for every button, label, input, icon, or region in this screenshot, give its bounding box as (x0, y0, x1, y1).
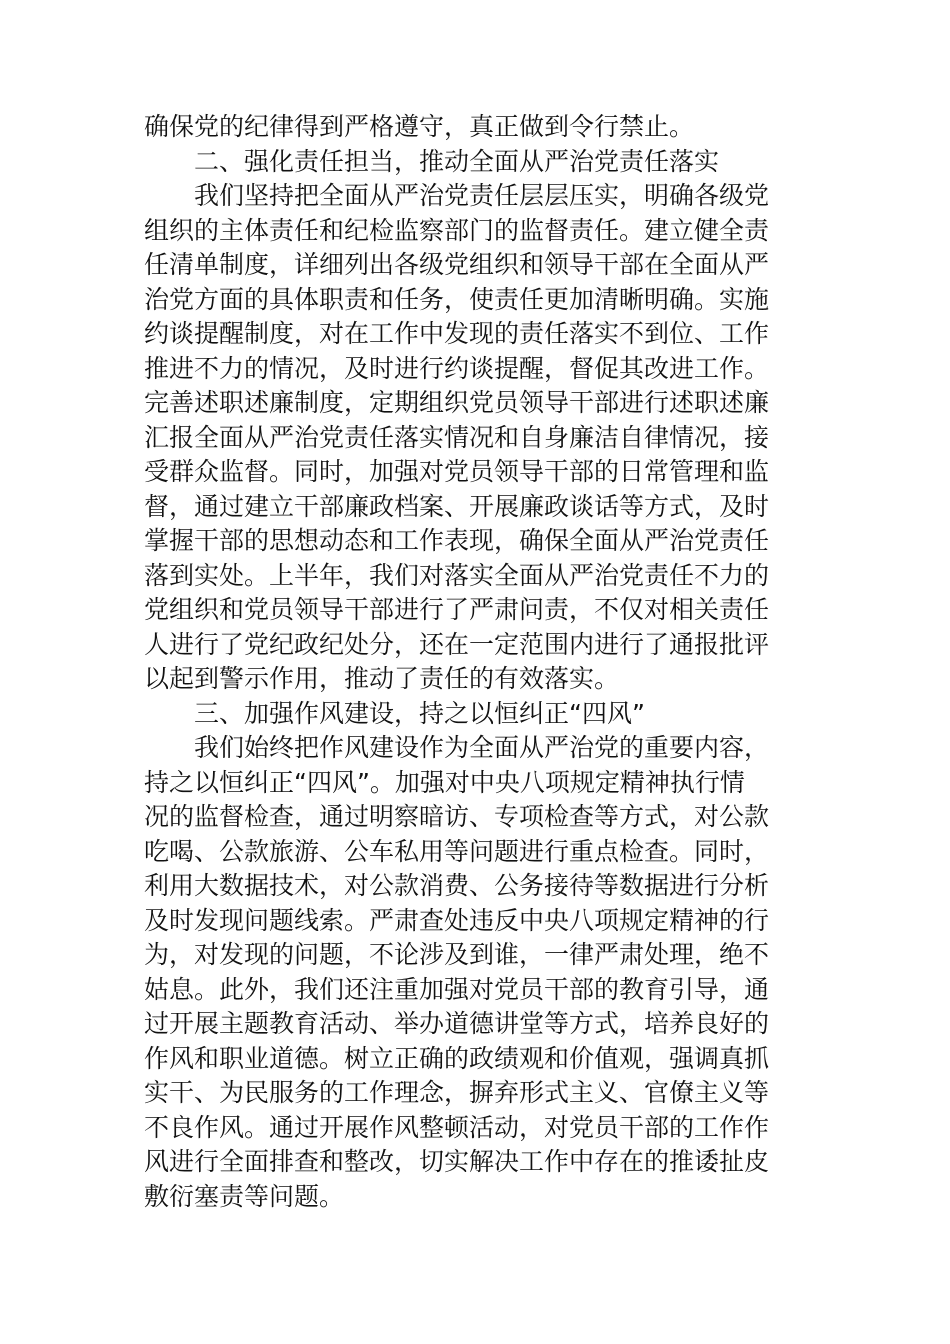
text-line: 实干、为民服务的工作理念，摒弃形式主义、官僚主义等 (144, 1078, 770, 1107)
text-line: 持之以恒纠正“四风”。加强对中央八项规定精神执行情 (144, 767, 745, 797)
text-line: 确保党的纪律得到严格遵守，真正做到令行禁止。 (144, 112, 695, 141)
text-line: 受群众监督。同时，加强对党员领导干部的日常管理和监 (144, 457, 770, 486)
text-line: 敷衍塞责等问题。 (144, 1181, 345, 1211)
section-heading-3: 三、加强作风建设，持之以恒纠正“四风” (194, 698, 645, 728)
text-line: 作风和职业道德。树立正确的政绩观和价值观，强调真抓 (144, 1043, 770, 1073)
text-line: 组织的主体责任和纪检监察部门的监督责任。建立健全责 (144, 215, 770, 245)
text-line: 风进行全面排查和整改，切实解决工作中存在的推诿扯皮 (144, 1147, 770, 1176)
text-line: 治党方面的具体职责和任务，使责任更加清晰明确。实施 (144, 284, 770, 314)
text-line: 利用大数据技术，对公款消费、公务接待等数据进行分析 (144, 871, 770, 900)
text-line: 完善述职述廉制度，定期组织党员领导干部进行述职述廉 (144, 388, 770, 417)
text-line: 推进不力的情况，及时进行约谈提醒，督促其改进工作。 (144, 353, 770, 383)
text-line: 为，对发现的问题，不论涉及到谁，一律严肃处理，绝不 (144, 940, 770, 969)
text-line: 掌握干部的思想动态和工作表现，确保全面从严治党责任 (144, 526, 770, 555)
text-line: 督，通过建立干部廉政档案、开展廉政谈话等方式，及时 (144, 491, 770, 521)
text-line: 落到实处。上半年，我们对落实全面从严治党责任不力的 (144, 560, 770, 590)
text-line: 吃喝、公款旅游、公车私用等问题进行重点检查。同时， (144, 836, 770, 866)
text-line: 过开展主题教育活动、举办道德讲堂等方式，培养良好的 (144, 1009, 770, 1038)
text-line: 任清单制度，详细列出各级党组织和领导干部在全面从严 (144, 250, 770, 279)
paragraph-start: 我们始终把作风建设作为全面从严治党的重要内容， (194, 733, 770, 762)
text-line: 不良作风。通过开展作风整顿活动，对党员干部的工作作 (144, 1112, 770, 1142)
text-line: 人进行了党纪政纪处分，还在一定范围内进行了通报批评 (144, 629, 770, 659)
text-line: 况的监督检查，通过明察暗访、专项检查等方式，对公款 (144, 802, 770, 831)
document-body (144, 110, 808, 1214)
paragraph-start: 我们坚持把全面从严治党责任层层压实，明确各级党 (194, 181, 770, 210)
text-line: 汇报全面从严治党责任落实情况和自身廉洁自律情况，接 (144, 422, 770, 452)
section-heading-2: 二、强化责任担当，推动全面从严治党责任落实 (194, 146, 720, 176)
text-line: 以起到警示作用，推动了责任的有效落实。 (144, 664, 620, 693)
text-line: 及时发现问题线索。严肃查处违反中央八项规定精神的行 (144, 905, 770, 935)
text-line: 约谈提醒制度，对在工作中发现的责任落实不到位、工作 (144, 319, 770, 348)
text-line: 党组织和党员领导干部进行了严肃问责，不仅对相关责任 (144, 595, 770, 624)
text-line: 姑息。此外，我们还注重加强对党员干部的教育引导，通 (144, 974, 770, 1004)
